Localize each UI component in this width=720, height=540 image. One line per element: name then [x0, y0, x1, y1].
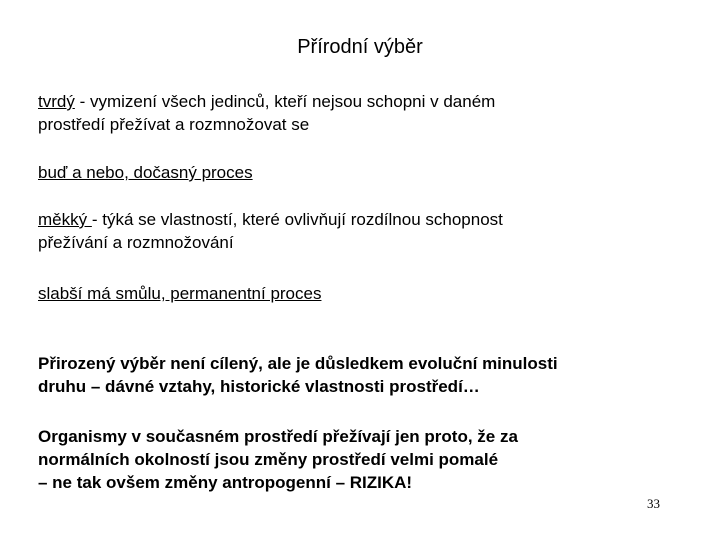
organisms-paragraph — [38, 425, 688, 494]
hard-selection-note: buď a nebo, dočasný proces — [38, 163, 253, 182]
soft-selection-line-1 — [38, 208, 688, 231]
natural-selection-line-1: Přirozený výběr není cílený, ale je důsledkem evoluční minulosti — [38, 354, 558, 373]
hard-selection-line-2: prostředí přežívat a rozmnožovat se — [38, 115, 310, 134]
slide-title: Přírodní výběr — [297, 36, 423, 58]
hard-selection-text: - vymizení všech jedinců, kteří nejsou schopni v daném — [74, 92, 496, 111]
hard-selection-line-1 — [38, 90, 688, 113]
hard-selection-term: tvrdý — [38, 92, 75, 111]
soft-selection-definition — [38, 208, 688, 254]
soft-selection-term: měkký — [38, 210, 92, 229]
natural-selection-line-2: druhu – dávné vztahy, historické vlastnosti prostředí… — [38, 377, 480, 396]
soft-selection-line-2: přežívání a rozmnožování — [38, 233, 234, 252]
natural-selection-paragraph — [38, 352, 688, 398]
organisms-line-2: normálních okolností jsou změny prostředí velmi pomalé — [38, 450, 499, 469]
hard-selection-definition — [38, 90, 688, 136]
soft-selection-note: slabší má smůlu, permanentní proces — [38, 284, 322, 303]
soft-selection-text: - týká se vlastností, které ovlivňují rozdílnou schopnost — [91, 210, 503, 229]
page-number: 33 — [647, 496, 660, 511]
organisms-line-3: – ne tak ovšem změny antropogenní – RIZIKA! — [38, 473, 413, 492]
organisms-line-1: Organismy v současném prostředí přežívají jen proto, že za — [38, 427, 518, 446]
